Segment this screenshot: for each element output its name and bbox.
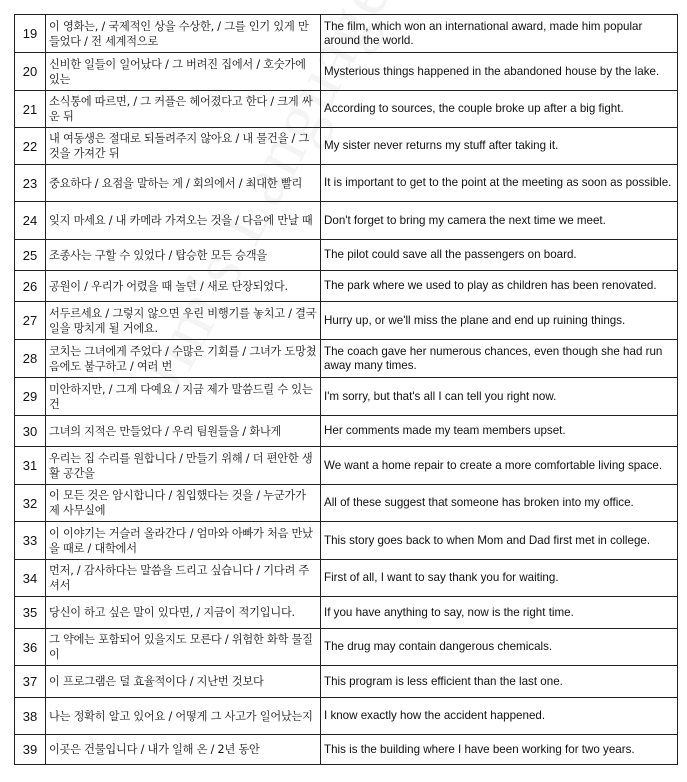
table-row (15, 698, 678, 735)
row-number: 24 (15, 202, 46, 240)
english-sentence: The park where we used to play as children has been renovated. (321, 271, 678, 302)
table-row (15, 447, 678, 485)
row-number: 32 (15, 485, 46, 522)
sentence-table (14, 14, 678, 765)
table-row (15, 485, 678, 522)
english-sentence: This program is less efficient than the last one. (321, 666, 678, 698)
row-number: 30 (15, 416, 46, 447)
table-row (15, 271, 678, 302)
table-row (15, 240, 678, 271)
korean-chunks: 소식통에 따르면, / 그 커플은 헤어졌다고 한다 / 크게 싸운 뒤 (46, 91, 321, 128)
table-row (15, 416, 678, 447)
row-number: 37 (15, 666, 46, 698)
row-number: 23 (15, 165, 46, 202)
english-sentence: All of these suggest that someone has broken into my office. (321, 485, 678, 522)
english-sentence: According to sources, the couple broke up after a big fight. (321, 91, 678, 128)
row-number: 33 (15, 522, 46, 560)
table-row (15, 666, 678, 698)
sentence-table-body (15, 15, 678, 765)
english-sentence: The film, which won an international award, made him popular around the world. (321, 15, 678, 53)
table-row (15, 522, 678, 560)
korean-chunks: 이 프로그램은 덜 효율적이다 / 지난번 것보다 (46, 666, 321, 698)
english-sentence: Don't forget to bring my camera the next time we meet. (321, 202, 678, 240)
row-number: 29 (15, 378, 46, 416)
korean-chunks: 당신이 하고 싶은 말이 있다면, / 지금이 적기입니다. (46, 597, 321, 629)
table-row (15, 378, 678, 416)
korean-chunks: 내 여동생은 절대로 되돌려주지 않아요 / 내 물건을 / 그것을 가져간 뒤 (46, 128, 321, 165)
english-sentence: We want a home repair to create a more comfortable living space. (321, 447, 678, 485)
korean-chunks: 그녀의 지적은 만들었다 / 우리 팀원들을 / 화나게 (46, 416, 321, 447)
row-number: 27 (15, 302, 46, 340)
korean-chunks: 미안하지만, / 그게 다예요 / 지금 제가 말씀드릴 수 있는 건 (46, 378, 321, 416)
row-number: 19 (15, 15, 46, 53)
korean-chunks: 이 모든 것은 암시합니다 / 침입했다는 것을 / 누군가가 제 사무실에 (46, 485, 321, 522)
english-sentence: If you have anything to say, now is the right time. (321, 597, 678, 629)
korean-chunks: 먼저, / 감사하다는 말씀을 드리고 싶습니다 / 기다려 주셔서 (46, 560, 321, 597)
row-number: 28 (15, 340, 46, 378)
row-number: 31 (15, 447, 46, 485)
korean-chunks: 서두르세요 / 그렇지 않으면 우린 비행기를 놓치고 / 결국 일을 망치게 될 거에요. (46, 302, 321, 340)
table-row (15, 735, 678, 765)
row-number: 35 (15, 597, 46, 629)
korean-chunks: 우리는 집 수리를 원합니다 / 만들기 위해 / 더 편안한 생활 공간을 (46, 447, 321, 485)
korean-chunks: 신비한 일들이 일어났다 / 그 버려진 집에서 / 호숫가에 있는 (46, 53, 321, 91)
english-sentence: The pilot could save all the passengers on board. (321, 240, 678, 271)
sentence-table-container (14, 14, 678, 765)
row-number: 26 (15, 271, 46, 302)
korean-chunks: 공원이 / 우리가 어렸을 때 놀던 / 새로 단장되었다. (46, 271, 321, 302)
english-sentence: Her comments made my team members upset. (321, 416, 678, 447)
row-number: 21 (15, 91, 46, 128)
row-number: 39 (15, 735, 46, 765)
korean-chunks: 이 영화는, / 국제적인 상을 수상한, / 그를 인기 있게 만들었다 / 전 세계적으로 (46, 15, 321, 53)
english-sentence: First of all, I want to say thank you for waiting. (321, 560, 678, 597)
english-sentence: I know exactly how the accident happened. (321, 698, 678, 735)
row-number: 36 (15, 629, 46, 666)
english-sentence: My sister never returns my stuff after taking it. (321, 128, 678, 165)
row-number: 25 (15, 240, 46, 271)
table-row (15, 302, 678, 340)
english-sentence: It is important to get to the point at the meeting as soon as possible. (321, 165, 678, 202)
korean-chunks: 코치는 그녀에게 주었다 / 수많은 기회를 / 그녀가 도망쳤음에도 불구하고 / 여러 번 (46, 340, 321, 378)
table-row (15, 128, 678, 165)
table-row (15, 629, 678, 666)
korean-chunks: 중요하다 / 요점을 말하는 게 / 회의에서 / 최대한 빨리 (46, 165, 321, 202)
row-number: 20 (15, 53, 46, 91)
korean-chunks: 이곳은 건물입니다 / 내가 일해 온 / 2년 동안 (46, 735, 321, 765)
table-row (15, 165, 678, 202)
english-sentence: Hurry up, or we'll miss the plane and end up ruining things. (321, 302, 678, 340)
table-row (15, 560, 678, 597)
english-sentence: The drug may contain dangerous chemicals. (321, 629, 678, 666)
row-number: 22 (15, 128, 46, 165)
row-number: 38 (15, 698, 46, 735)
korean-chunks: 잊지 마세요 / 내 카메라 가져오는 것을 / 다음에 만날 때 (46, 202, 321, 240)
table-row (15, 15, 678, 53)
english-sentence: I'm sorry, but that's all I can tell you right now. (321, 378, 678, 416)
korean-chunks: 그 약에는 포함되어 있을지도 모른다 / 위험한 화학 물질이 (46, 629, 321, 666)
table-row (15, 53, 678, 91)
english-sentence: The coach gave her numerous chances, even though she had run away many times. (321, 340, 678, 378)
korean-chunks: 이 이야기는 거슬러 올라간다 / 엄마와 아빠가 처음 만났을 때로 / 대학에서 (46, 522, 321, 560)
row-number: 34 (15, 560, 46, 597)
table-row (15, 202, 678, 240)
english-sentence: This is the building where I have been working for two years. (321, 735, 678, 765)
english-sentence: Mysterious things happened in the abandoned house by the lake. (321, 53, 678, 91)
table-row (15, 597, 678, 629)
english-sentence: This story goes back to when Mom and Dad first met in college. (321, 522, 678, 560)
table-row (15, 91, 678, 128)
korean-chunks: 나는 정확히 알고 있어요 / 어떻게 그 사고가 일어났는지 (46, 698, 321, 735)
table-row (15, 340, 678, 378)
korean-chunks: 조종사는 구할 수 있었다 / 탑승한 모든 승객을 (46, 240, 321, 271)
